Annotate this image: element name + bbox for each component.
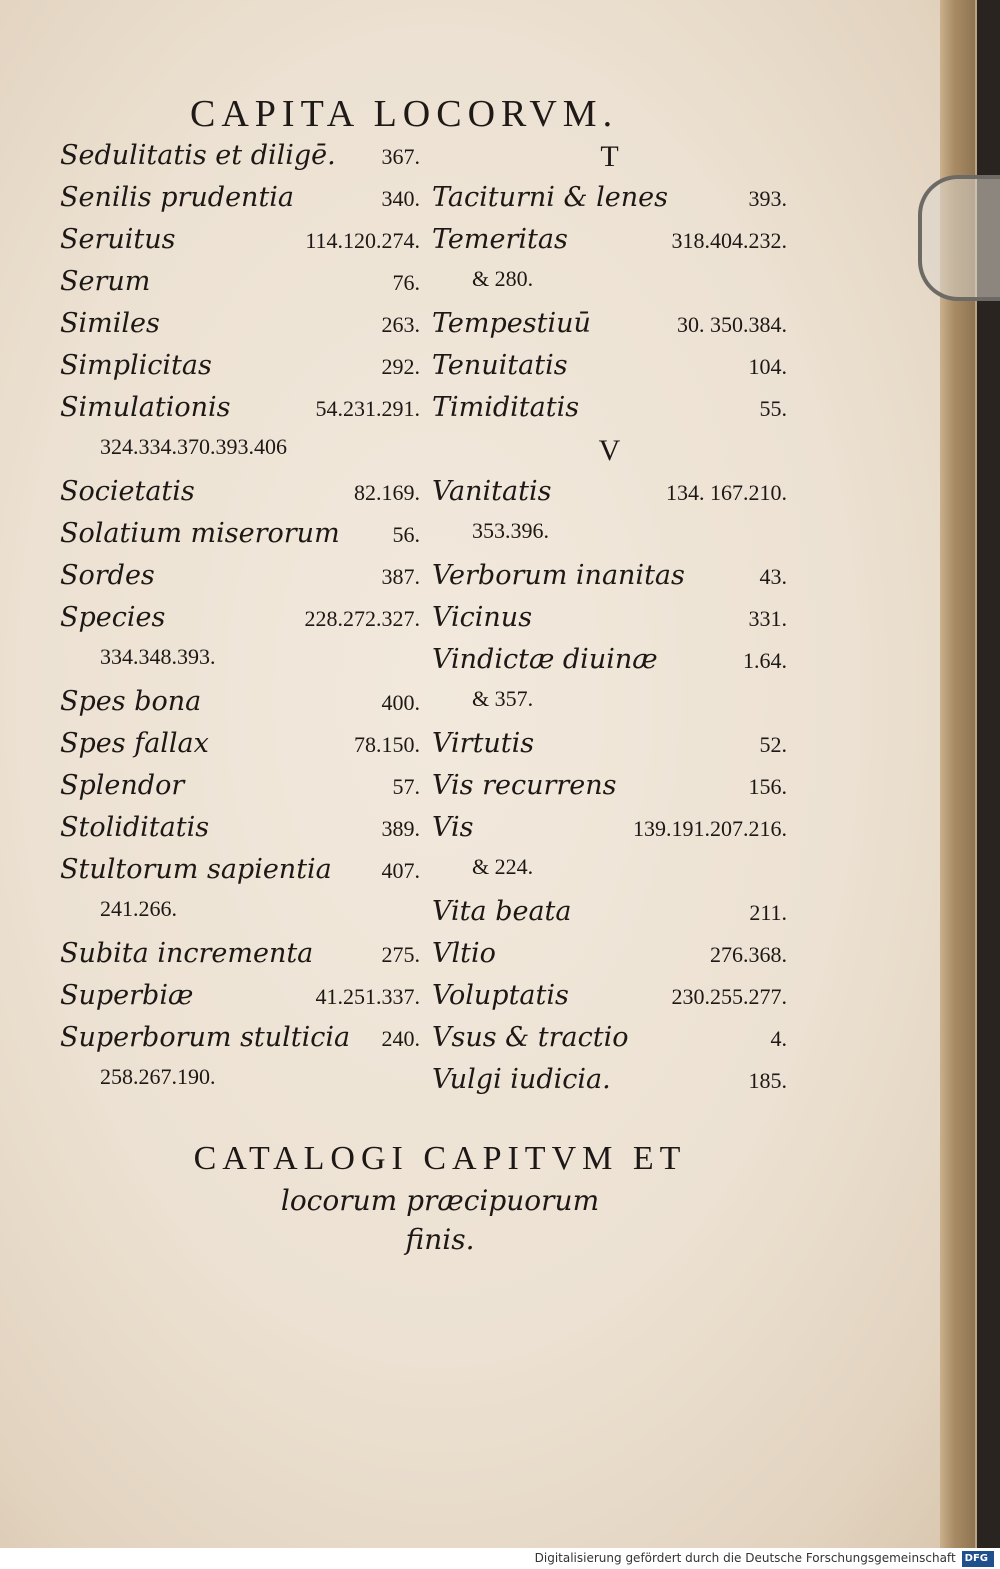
page-references: 134. 167.210. <box>666 480 787 505</box>
index-term: Stoliditatis <box>60 812 210 843</box>
index-entry <box>60 266 420 308</box>
colophon <box>150 1140 730 1256</box>
index-term: Vsus & tractio <box>432 1022 629 1053</box>
index-entry <box>432 896 787 938</box>
page-references: 393. <box>748 186 787 211</box>
index-term: Vicinus <box>432 602 533 633</box>
index-entry <box>432 812 787 854</box>
index-term: Sedulitatis et diligē. <box>60 140 336 171</box>
page-references: 114.120.274. <box>305 228 420 253</box>
index-term: Solatium miserorum <box>60 518 340 549</box>
index-term: Species <box>60 602 166 633</box>
index-entry <box>60 518 420 560</box>
index-term: 241.266. <box>100 896 177 921</box>
index-entry <box>432 392 787 434</box>
index-term: Similes <box>60 308 160 339</box>
page-references: 78.150. <box>354 732 420 757</box>
left-index-column <box>60 140 420 1106</box>
index-term: Vita beata <box>432 896 572 927</box>
index-term: Simulationis <box>60 392 231 423</box>
index-letter-heading <box>432 434 787 476</box>
index-entry <box>60 728 420 770</box>
index-entry <box>432 1064 787 1106</box>
index-letter-heading <box>432 140 787 182</box>
index-entry <box>60 182 420 224</box>
index-term: Tenuitatis <box>432 350 568 381</box>
index-entry <box>60 434 420 476</box>
index-entry <box>432 560 787 602</box>
page-references: 331. <box>748 606 787 631</box>
page-references: 389. <box>381 816 420 841</box>
index-entry <box>432 518 787 560</box>
page-references: 228.272.327. <box>304 606 420 631</box>
index-term: Spes bona <box>60 686 202 717</box>
page-references: 139.191.207.216. <box>633 816 787 841</box>
index-entry <box>432 938 787 980</box>
book-clasp <box>918 175 1000 301</box>
index-term: Societatis <box>60 476 195 507</box>
index-entry <box>432 266 787 308</box>
page-references: 318.404.232. <box>671 228 787 253</box>
index-term: & 224. <box>472 854 534 879</box>
index-entry <box>60 308 420 350</box>
page-references: 56. <box>392 522 420 547</box>
index-term: Stultorum sapientia <box>60 854 332 885</box>
credit-text: Digitalisierung gefördert durch die Deutsche Forschungsgemeinschaft <box>534 1551 956 1565</box>
page-references: 276.368. <box>710 942 787 967</box>
dfg-logo: DFG <box>962 1551 994 1567</box>
index-term: Splendor <box>60 770 185 801</box>
page-references: 1.64. <box>743 648 787 673</box>
index-entry <box>432 980 787 1022</box>
page-references: 54.231.291. <box>315 396 420 421</box>
colophon-line-1: CATALOGI CAPITVM ET <box>193 1140 687 1177</box>
index-entry <box>60 392 420 434</box>
index-term: 334.348.393. <box>100 644 216 669</box>
page-references: 52. <box>759 732 787 757</box>
index-term: & 280. <box>472 266 534 291</box>
index-entry <box>432 350 787 392</box>
index-term: Subita incrementa <box>60 938 314 969</box>
index-entry <box>60 812 420 854</box>
page-heading: CAPITA LOCORVM. <box>190 93 619 135</box>
page-references: 400. <box>381 690 420 715</box>
index-term: 258.267.190. <box>100 1064 216 1089</box>
index-term: Virtutis <box>432 728 535 759</box>
index-term: Vulgi iudicia. <box>432 1064 611 1095</box>
index-term: Vindictæ diuinæ <box>432 644 658 675</box>
index-term: Superbiæ <box>60 980 194 1011</box>
index-term: 353.396. <box>472 518 549 543</box>
page-references: 30. 350.384. <box>677 312 787 337</box>
index-term: Sordes <box>60 560 155 591</box>
index-entry <box>60 770 420 812</box>
index-entry <box>60 980 420 1022</box>
page-references: 185. <box>748 1068 787 1093</box>
index-entry <box>60 350 420 392</box>
index-entry <box>60 224 420 266</box>
index-term: Simplicitas <box>60 350 212 381</box>
page-references: 407. <box>381 858 420 883</box>
index-entry <box>432 854 787 896</box>
page-references: 211. <box>749 900 787 925</box>
index-term: Tempestiuū <box>432 308 591 339</box>
index-term: Vis <box>432 812 474 843</box>
index-term: T <box>600 140 619 173</box>
page-references: 275. <box>381 942 420 967</box>
page-references: 387. <box>381 564 420 589</box>
page-references: 292. <box>381 354 420 379</box>
index-term: Timiditatis <box>432 392 580 423</box>
index-entry <box>432 308 787 350</box>
index-entry <box>60 1022 420 1064</box>
index-entry <box>60 896 420 938</box>
page-references: 76. <box>392 270 420 295</box>
page-references: 230.255.277. <box>671 984 787 1009</box>
page-references: 55. <box>759 396 787 421</box>
index-term: Vltio <box>432 938 496 969</box>
page-references: 43. <box>759 564 787 589</box>
index-entry <box>60 938 420 980</box>
page-references: 367. <box>381 144 420 169</box>
colophon-line-2: locorum præcipuorum <box>280 1184 600 1217</box>
index-term: Spes fallax <box>60 728 209 759</box>
index-term: Taciturni & lenes <box>432 182 668 213</box>
index-entry <box>60 1064 420 1106</box>
page-references: 4. <box>770 1026 787 1051</box>
index-entry <box>432 224 787 266</box>
index-term: Verborum inanitas <box>432 560 685 591</box>
index-entry <box>432 770 787 812</box>
index-term: Temeritas <box>432 224 568 255</box>
colophon-line-3: finis. <box>405 1223 475 1256</box>
index-entry <box>60 140 420 182</box>
page-references: 156. <box>748 774 787 799</box>
index-entry <box>60 854 420 896</box>
index-entry <box>60 476 420 518</box>
index-term: 324.334.370.393.406 <box>100 434 287 459</box>
index-term: Seruitus <box>60 224 176 255</box>
index-term: Serum <box>60 266 151 297</box>
index-term: Vis recurrens <box>432 770 617 801</box>
index-term: Superborum stulticia <box>60 1022 351 1053</box>
index-term: & 357. <box>472 686 534 711</box>
index-entry <box>60 602 420 644</box>
index-entry <box>432 182 787 224</box>
page-references: 104. <box>748 354 787 379</box>
index-term: Senilis prudentia <box>60 182 295 213</box>
index-entry <box>60 560 420 602</box>
page-references: 41.251.337. <box>315 984 420 1009</box>
index-term: V <box>598 434 621 467</box>
index-entry <box>432 602 787 644</box>
index-entry <box>60 644 420 686</box>
index-term: Vanitatis <box>432 476 552 507</box>
index-entry <box>432 686 787 728</box>
page-references: 340. <box>381 186 420 211</box>
index-entry <box>432 1022 787 1064</box>
index-entry <box>60 686 420 728</box>
right-index-column <box>432 140 787 1106</box>
page-references: 263. <box>381 312 420 337</box>
index-entry <box>432 728 787 770</box>
page-references: 240. <box>381 1026 420 1051</box>
index-entry <box>432 644 787 686</box>
index-term: Voluptatis <box>432 980 569 1011</box>
page-references: 57. <box>392 774 420 799</box>
index-entry <box>432 476 787 518</box>
digitization-credit <box>0 1548 1000 1569</box>
page-references: 82.169. <box>354 480 420 505</box>
